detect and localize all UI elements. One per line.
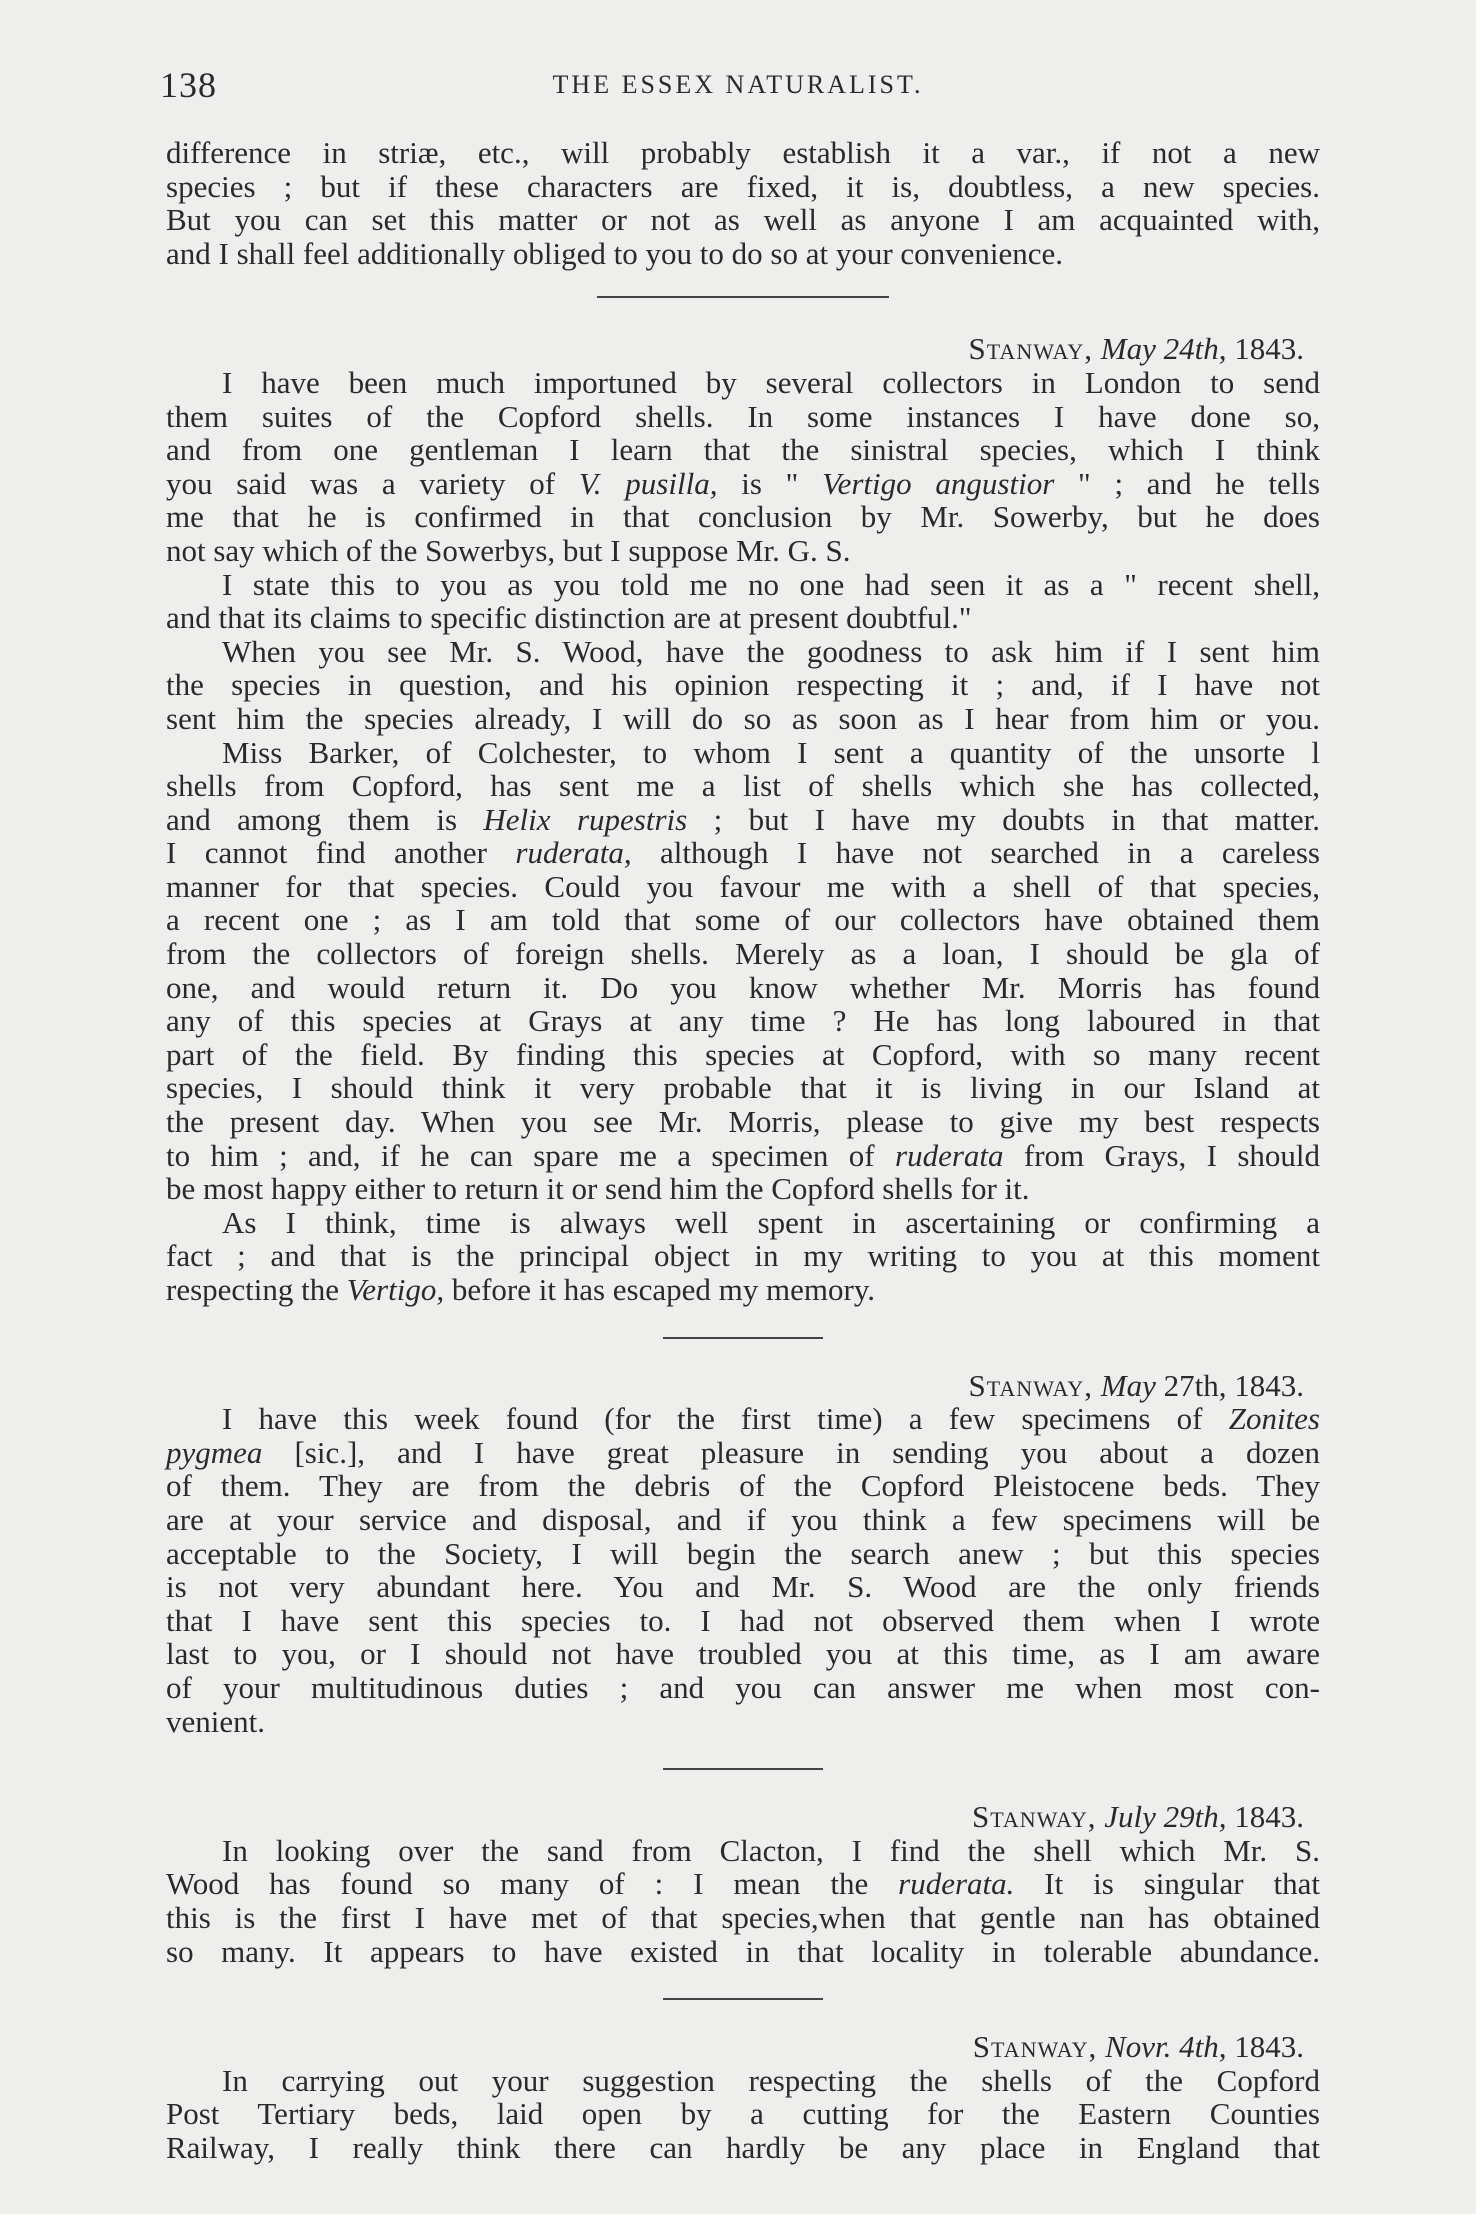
italic-species: V. pusilla, bbox=[578, 465, 718, 501]
text-line bbox=[166, 803, 1320, 837]
text-line: of your multitudinous duties ; and you can answer me when most con- bbox=[166, 1669, 1320, 1705]
text-line: not say which of the Sowerbys, but I suppose Mr. G. S. bbox=[166, 532, 851, 568]
text-run: It is singular that bbox=[1014, 1866, 1320, 1902]
italic-species: Vertigo angustior bbox=[822, 465, 1055, 501]
dateline-place: Stanway, bbox=[971, 1799, 1097, 1835]
text-line: Miss Barker, of Colchester, to whom I sent a quantity of the unsorte l bbox=[222, 734, 1320, 770]
text-line: and I shall feel additionally obliged to you to do so at your convenience. bbox=[166, 235, 1064, 271]
text-run: [sic.], and I have great pleasure in sending you about a dozen bbox=[262, 1434, 1320, 1470]
section-divider bbox=[663, 1998, 823, 2000]
text-line: last to you, or I should not have troubled you at this time, as I am aware bbox=[166, 1636, 1320, 1672]
text-line: that I have sent this species to. I had not observed them when I wrote bbox=[166, 1602, 1320, 1638]
text-line: species ; but if these characters are fixed, it is, doubtless, a new species. bbox=[166, 168, 1320, 204]
text-line: so many. It appears to have existed in that locality in tolerable abundance. bbox=[166, 1933, 1320, 1969]
text-run: Wood has found so many of : I mean the bbox=[166, 1866, 899, 1902]
text-line: In carrying out your suggestion respecting the shells of the Copford bbox=[222, 2062, 1320, 2098]
text-line: As I think, time is always well spent in ascertaining or confirming a bbox=[222, 1204, 1320, 1240]
text-line: sent him the species already, I will do so as soon as I hear from him or you. bbox=[166, 700, 1320, 736]
text-run: although I have not searched in a careless bbox=[631, 835, 1320, 871]
text-line: and that its claims to specific distinction are at present doubtful." bbox=[166, 600, 972, 636]
text-line: difference in striæ, etc., will probably establish it a var., if not a new bbox=[166, 135, 1320, 170]
italic-species: ruderata bbox=[895, 1137, 1004, 1173]
section-divider bbox=[663, 1768, 823, 1770]
letter-dateline bbox=[166, 1369, 1320, 1403]
text-line: and from one gentleman I learn that the sinistral species, which I think bbox=[166, 432, 1320, 468]
dateline-year: 1843. bbox=[1234, 2029, 1304, 2065]
text-line: Railway, I really think there can hardly be any place in England that bbox=[166, 2129, 1320, 2165]
letter-dateline bbox=[166, 2030, 1320, 2064]
italic-species: Vertigo, bbox=[346, 1272, 445, 1307]
text-line: I have been much importuned by several collectors in London to send bbox=[222, 364, 1320, 400]
dateline-place: Stanway, bbox=[968, 331, 1094, 367]
dateline-place: Stanway, bbox=[968, 1367, 1094, 1403]
text-line: them suites of the Copford shells. In some instances I have done so, bbox=[166, 398, 1320, 434]
text-line: a recent one ; as I am told that some of our collectors have obtained them bbox=[166, 902, 1320, 938]
text-line: acceptable to the Society, I will begin the search anew ; but this species bbox=[166, 1535, 1320, 1571]
text-line: shells from Copford, has sent me a list of shells which she has collected, bbox=[166, 768, 1320, 804]
text-line: In looking over the sand from Clacton, I find the shell which Mr. S. bbox=[222, 1832, 1320, 1868]
running-head: THE ESSEX NATURALIST. bbox=[552, 70, 924, 99]
italic-species: Helix rupestris bbox=[483, 801, 688, 837]
italic-species: pygmea bbox=[166, 1434, 263, 1470]
text-line: me that he is confirmed in that conclusion by Mr. Sowerby, but he does bbox=[166, 499, 1320, 535]
text-line: from the collectors of foreign shells. Merely as a loan, I should be gla of bbox=[166, 936, 1320, 972]
text-line: But you can set this matter or not as well as anyone I am acquainted with, bbox=[166, 202, 1320, 238]
text-run: I have this week found (for the first time) a few specimens of bbox=[222, 1401, 1229, 1437]
text-run: respecting the bbox=[166, 1272, 347, 1307]
letter-may-24 bbox=[166, 332, 1320, 1306]
letter-dateline bbox=[166, 332, 1320, 366]
text-line bbox=[166, 1139, 1320, 1173]
text-line bbox=[166, 1402, 1320, 1436]
text-run: and among them is bbox=[166, 801, 484, 837]
text-line: manner for that species. Could you favour me with a shell of that species, bbox=[166, 868, 1320, 904]
letter-july-29 bbox=[166, 1800, 1320, 1968]
text-line: part of the field. By finding this species at Copford, with so many recent bbox=[166, 1036, 1320, 1072]
text-line: of them. They are from the debris of the Copford Pleistocene beds. They bbox=[166, 1468, 1320, 1504]
text-line: I state this to you as you told me no one had seen it as a " recent shell, bbox=[222, 566, 1320, 602]
text-line: fact ; and that is the principal object in my writing to you at this moment bbox=[166, 1238, 1320, 1274]
text-line: are at your service and disposal, and if you think a few specimens will be bbox=[166, 1501, 1320, 1537]
text-line bbox=[166, 1273, 1320, 1307]
text-run: before it has escaped my memory. bbox=[444, 1272, 876, 1307]
text-line: one, and would return it. Do you know whether Mr. Morris has found bbox=[166, 969, 1320, 1005]
section-divider bbox=[597, 296, 889, 298]
text-line bbox=[166, 467, 1320, 501]
text-line bbox=[166, 1867, 1320, 1901]
text-line bbox=[166, 1436, 1320, 1470]
text-line: species, I should think it very probable that it is living in our Island at bbox=[166, 1070, 1320, 1106]
text-line: any of this species at Grays at any time ? He has long laboured in that bbox=[166, 1003, 1320, 1039]
text-line: the present day. When you see Mr. Morris, please to give my best respects bbox=[166, 1104, 1320, 1140]
dateline-date: July 29th, bbox=[1104, 1799, 1227, 1835]
dateline-year: 1843. bbox=[1234, 1367, 1304, 1403]
text-line: be most happy either to return it or send him the Copford shells for it. bbox=[166, 1171, 1030, 1207]
italic-species: Zonites bbox=[1228, 1401, 1320, 1437]
dateline-date: May bbox=[1100, 1367, 1156, 1403]
text-line: venient. bbox=[166, 1703, 265, 1739]
text-line: Post Tertiary beds, laid open by a cutting for the Eastern Counties bbox=[166, 2096, 1320, 2132]
text-run: I cannot find another bbox=[166, 835, 516, 871]
text-line: this is the first I have met of that species,when that gentle nan has obtained bbox=[166, 1899, 1320, 1935]
italic-species: ruderata, bbox=[515, 835, 632, 871]
text-run: is " bbox=[717, 465, 823, 501]
text-run: you said was a variety of bbox=[166, 465, 579, 501]
text-run: from Grays, I should bbox=[1003, 1137, 1321, 1173]
page-number: 138 bbox=[160, 65, 217, 105]
dateline-date-rest: 27th, bbox=[1163, 1367, 1227, 1403]
dateline-date: May 24th, bbox=[1100, 331, 1227, 367]
letter-may-27 bbox=[166, 1369, 1320, 1739]
opening-paragraph bbox=[166, 136, 1320, 270]
section-divider bbox=[663, 1337, 823, 1339]
text-run: " ; and he tells bbox=[1054, 465, 1321, 501]
text-line bbox=[166, 836, 1320, 870]
text-line: When you see Mr. S. Wood, have the goodness to ask him if I sent him bbox=[222, 633, 1320, 669]
page-body bbox=[166, 136, 1320, 2164]
letter-nov-4 bbox=[166, 2030, 1320, 2164]
italic-species: ruderata. bbox=[898, 1866, 1015, 1902]
dateline-date: Novr. 4th, bbox=[1105, 2029, 1227, 2065]
text-line: the species in question, and his opinion respecting it ; and, if I have not bbox=[166, 667, 1320, 703]
text-run: to him ; and, if he can spare me a specimen of bbox=[166, 1137, 895, 1173]
dateline-place: Stanway, bbox=[972, 2029, 1098, 2065]
letter-dateline bbox=[166, 1800, 1320, 1834]
text-run: ; but I have my doubts in that matter. bbox=[687, 801, 1320, 837]
text-line: is not very abundant here. You and Mr. S. Wood are the only friends bbox=[166, 1569, 1320, 1605]
dateline-year: 1843. bbox=[1234, 331, 1304, 367]
dateline-year: 1843. bbox=[1234, 1799, 1304, 1835]
